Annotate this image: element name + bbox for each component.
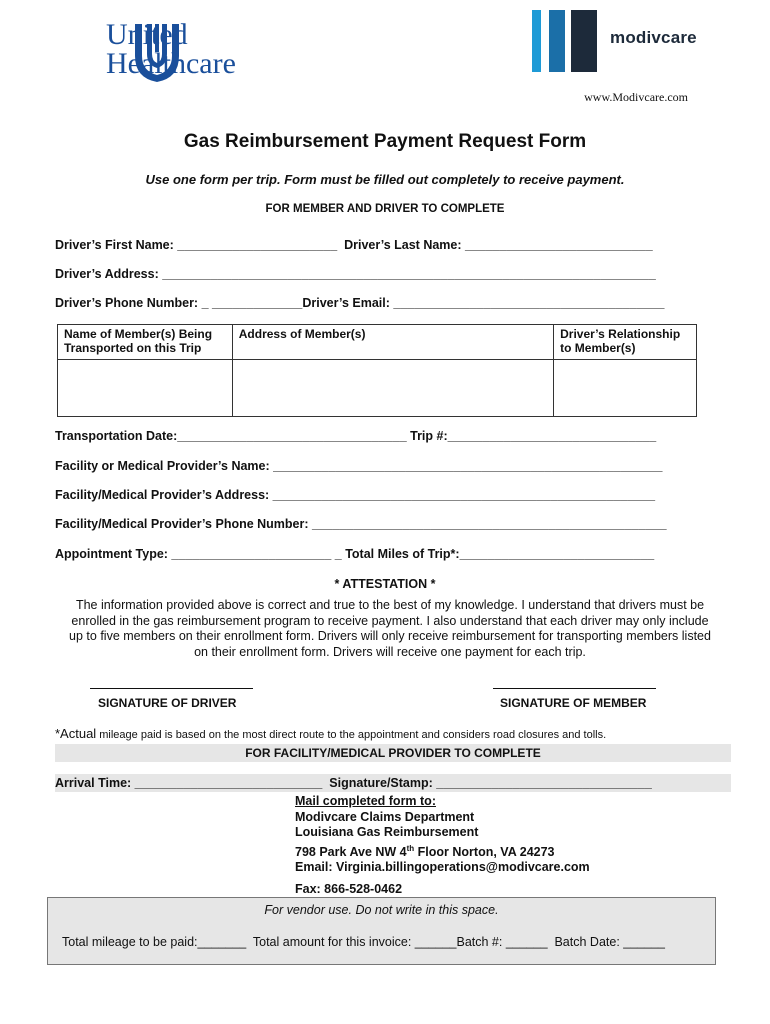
driver-signature-line[interactable] [90, 688, 253, 689]
driver-signature-label: SIGNATURE OF DRIVER [98, 696, 237, 710]
facility-phone-line[interactable]: Facility/Medical Provider’s Phone Number: ___________________________________________________ [55, 517, 667, 531]
mail-fax: Fax: 866-528-0462 [295, 881, 403, 896]
footnote-rest: mileage paid is based on the most direct route to the appointment and considers road closures and tolls. [96, 729, 607, 741]
attestation-text: The information provided above is correct and true to the best of my knowledge. I understand that drivers must be enrolled in the gas reimbursement program to receive payment. I also understand that each driver may only include up to five members on their enrollment form. Drivers will only receive reimbursement for transporting members listed on their enrollment form. Drivers will receive one payment for each trip. [69, 598, 711, 659]
driver-name-field-line[interactable]: Driver’s First Name: _______________________ Driver’s Last Name: ___________________________ [55, 238, 653, 252]
mileage-footnote [55, 726, 606, 741]
mail-program: Louisiana Gas Reimbursement [295, 825, 479, 839]
member-address-header: Address of Member(s) [232, 325, 553, 360]
uhc-word-united: United [106, 18, 188, 51]
members-table-entry-row [58, 360, 697, 417]
mail-address: 798 Park Ave NW 4th Floor Norton, VA 24273 [295, 843, 555, 859]
vendor-fields-line: Total mileage to be paid:_______ Total amount for this invoice: ______Batch #: ______ Batch Date: ______ [62, 935, 665, 949]
modivcare-wordmark: modivcare [610, 28, 697, 47]
transportation-date-trip-line[interactable]: Transportation Date:_________________________________ Trip #:______________________________ [55, 429, 657, 443]
footnote-lead: *Actual [55, 726, 97, 741]
vendor-note: For vendor use. Do not write in this space. [264, 903, 499, 917]
mail-to-block [295, 794, 590, 897]
member-address-cell[interactable] [232, 360, 553, 417]
arrival-signature-line[interactable]: Arrival Time: ___________________________ Signature/Stamp: _______________________________ [55, 774, 731, 792]
attestation-heading: * ATTESTATION * [334, 577, 436, 591]
members-table [57, 324, 697, 417]
driver-phone-email-field-line[interactable]: Driver’s Phone Number: _ _____________Driver’s Email: _______________________________________ [55, 296, 665, 310]
mail-department: Modivcare Claims Department [295, 809, 475, 824]
form-subtitle: Use one form per trip. Form must be filled out completely to receive payment. [145, 172, 625, 187]
member-name-header: Name of Member(s) Being Transported on this Trip [58, 325, 233, 360]
members-table-header-row [58, 325, 697, 360]
form-title: Gas Reimbursement Payment Request Form [183, 131, 587, 152]
driver-relationship-cell[interactable] [554, 360, 697, 417]
unitedhealthcare-wordmark [106, 20, 236, 78]
mail-to-heading: Mail completed form to: [295, 794, 436, 808]
website-url[interactable]: www.Modivcare.com [584, 90, 688, 104]
member-signature-label: SIGNATURE OF MEMBER [500, 696, 647, 710]
driver-address-field-line[interactable]: Driver’s Address: _______________________________________________________________________ [55, 267, 656, 281]
member-signature-line[interactable] [493, 688, 656, 689]
uhc-word-healthcare: Healthcare [106, 47, 236, 80]
member-name-cell[interactable] [58, 360, 233, 417]
appointment-miles-line[interactable]: Appointment Type: _______________________ _ Total Miles of Trip*:____________________________ [55, 547, 655, 561]
facility-name-line[interactable]: Facility or Medical Provider’s Name: ________________________________________________________ [55, 459, 663, 473]
vendor-use-box [47, 897, 716, 965]
member-driver-section-heading: FOR MEMBER AND DRIVER TO COMPLETE [265, 203, 505, 215]
facility-address-line[interactable]: Facility/Medical Provider’s Address: _______________________________________________________ [55, 488, 656, 502]
mail-email[interactable]: Email: Virginia.billingoperations@modivcare.com [295, 860, 590, 875]
facility-section-heading: FOR FACILITY/MEDICAL PROVIDER TO COMPLETE [55, 744, 731, 762]
driver-relationship-header: Driver’s Relationship to Member(s) [554, 325, 697, 360]
